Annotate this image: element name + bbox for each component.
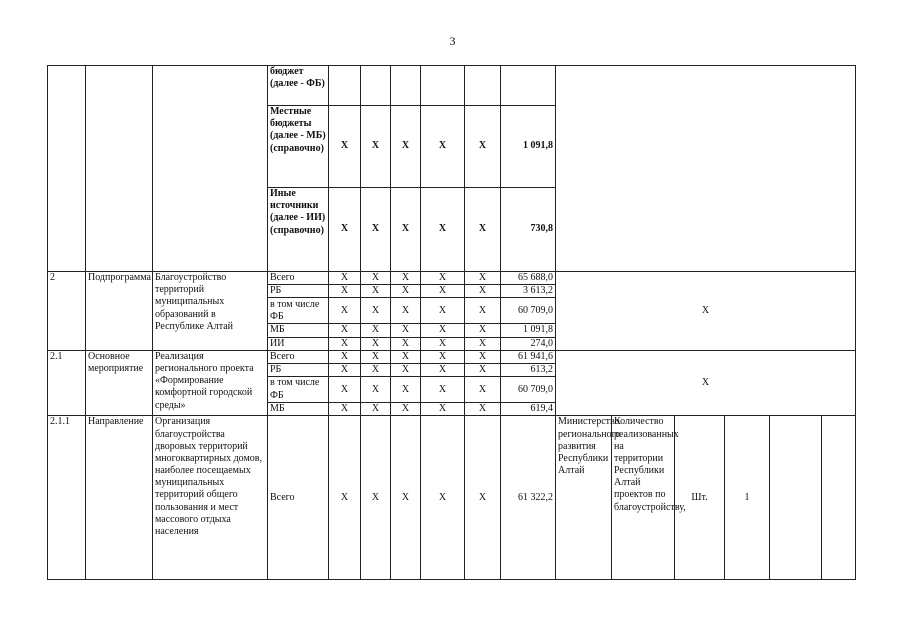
mark-cell: Х	[465, 377, 501, 403]
mark-cell: Х	[421, 272, 465, 285]
mark-cell: Х	[391, 298, 421, 324]
type-cell	[86, 66, 153, 272]
page-number: 3	[449, 34, 456, 48]
mark-cell: Х	[391, 377, 421, 403]
mark-cell: Х	[329, 188, 361, 272]
mark-cell: Х	[421, 188, 465, 272]
mark-cell: Х	[361, 298, 391, 324]
mark-cell: Х	[391, 285, 421, 298]
mark-cell: Х	[421, 298, 465, 324]
mark-cell: Х	[329, 337, 361, 350]
unit-cell: Шт.	[675, 416, 725, 580]
mark-cell: Х	[391, 350, 421, 363]
merged-mark-cell: Х	[556, 350, 856, 416]
source-cell: в том числе ФБ	[268, 298, 329, 324]
name-cell: Реализация регионального проекта «Формирование комфортной городской среды»	[153, 350, 268, 416]
mark-cell: Х	[361, 337, 391, 350]
number-cell: 2	[48, 272, 86, 351]
mark-cell: Х	[421, 377, 465, 403]
mark-cell: Х	[421, 285, 465, 298]
mark-cell	[391, 66, 421, 106]
mark-cell: Х	[329, 377, 361, 403]
source-cell: ИИ	[268, 337, 329, 350]
table-row	[48, 272, 856, 285]
mark-cell: Х	[329, 416, 361, 580]
table-row	[48, 350, 856, 363]
source-cell: МБ	[268, 324, 329, 337]
mark-cell: Х	[329, 298, 361, 324]
indicator-cell: Количество реализованных на территории Республики Алтай проектов по благоустройству,	[612, 416, 675, 580]
mark-cell: Х	[421, 337, 465, 350]
mark-cell: Х	[361, 188, 391, 272]
mark-cell: Х	[329, 285, 361, 298]
number-cell	[48, 66, 86, 272]
source-cell: в том числе ФБ	[268, 377, 329, 403]
mark-cell: Х	[329, 272, 361, 285]
mark-cell	[361, 66, 391, 106]
mark-cell: Х	[465, 416, 501, 580]
amount-cell	[501, 66, 556, 106]
source-cell: МБ	[268, 403, 329, 416]
mark-cell: Х	[361, 106, 391, 188]
mark-cell: Х	[329, 106, 361, 188]
mark-cell: Х	[361, 416, 391, 580]
source-cell: бюджет (далее - ФБ)	[268, 66, 329, 106]
mark-cell: Х	[465, 324, 501, 337]
source-cell: Всего	[268, 416, 329, 580]
mark-cell: Х	[361, 350, 391, 363]
merged-mark-cell: Х	[556, 272, 856, 351]
mark-cell: Х	[391, 337, 421, 350]
amount-cell: 619,4	[501, 403, 556, 416]
mark-cell: Х	[361, 403, 391, 416]
mark-cell: Х	[329, 350, 361, 363]
number-cell: 2.1	[48, 350, 86, 416]
type-cell: Направление	[86, 416, 153, 580]
mark-cell: Х	[421, 363, 465, 376]
amount-cell: 1 091,8	[501, 324, 556, 337]
mark-cell: Х	[391, 272, 421, 285]
mark-cell: Х	[329, 403, 361, 416]
mark-cell: Х	[465, 188, 501, 272]
amount-cell: 274,0	[501, 337, 556, 350]
mark-cell: Х	[421, 403, 465, 416]
executor-cell: Министерство регионального развития Республики Алтай	[556, 416, 612, 580]
mark-cell: Х	[361, 285, 391, 298]
source-cell: Всего	[268, 272, 329, 285]
type-cell: Основное мероприятие	[86, 350, 153, 416]
mark-cell: Х	[465, 298, 501, 324]
source-cell: Местные бюджеты (далее - МБ) (справочно)	[268, 106, 329, 188]
mark-cell: Х	[391, 363, 421, 376]
type-cell: Подпрограмма	[86, 272, 153, 351]
mark-cell: Х	[421, 416, 465, 580]
mark-cell: Х	[465, 363, 501, 376]
source-cell: РБ	[268, 363, 329, 376]
name-cell	[153, 66, 268, 272]
mark-cell: Х	[465, 272, 501, 285]
table-row	[48, 66, 856, 106]
mark-cell: Х	[391, 403, 421, 416]
source-cell: Иные источники (далее - ИИ) (справочно)	[268, 188, 329, 272]
mark-cell: Х	[361, 324, 391, 337]
mark-cell: Х	[465, 403, 501, 416]
mark-cell: Х	[421, 324, 465, 337]
mark-cell: Х	[391, 416, 421, 580]
amount-cell: 1 091,8	[501, 106, 556, 188]
mark-cell: Х	[465, 337, 501, 350]
amount-cell: 60 709,0	[501, 298, 556, 324]
amount-cell: 730,8	[501, 188, 556, 272]
blank-cell	[822, 416, 856, 580]
mark-cell	[465, 66, 501, 106]
mark-cell: Х	[421, 106, 465, 188]
mark-cell	[329, 66, 361, 106]
mark-cell: Х	[465, 106, 501, 188]
mark-cell: Х	[361, 363, 391, 376]
mark-cell: Х	[329, 363, 361, 376]
amount-cell: 60 709,0	[501, 377, 556, 403]
mark-cell: Х	[391, 188, 421, 272]
value-cell: 1	[725, 416, 770, 580]
mark-cell: Х	[421, 350, 465, 363]
blank-cell	[770, 416, 822, 580]
table-row	[48, 416, 856, 580]
mark-cell: Х	[361, 272, 391, 285]
source-cell: РБ	[268, 285, 329, 298]
mark-cell: Х	[391, 106, 421, 188]
mark-cell: Х	[391, 324, 421, 337]
mark-cell: Х	[465, 350, 501, 363]
amount-cell: 65 688,0	[501, 272, 556, 285]
amount-cell: 61 322,2	[501, 416, 556, 580]
amount-cell: 613,2	[501, 363, 556, 376]
mark-cell: Х	[329, 324, 361, 337]
amount-cell: 61 941,6	[501, 350, 556, 363]
name-cell: Организация благоустройства дворовых территорий многоквартирных домов, наиболее посещаемых муниципальных территорий общего пользования и мест массового отдыха населения	[153, 416, 268, 580]
amount-cell: 3 613,2	[501, 285, 556, 298]
mark-cell: Х	[465, 285, 501, 298]
program-table	[47, 65, 856, 580]
name-cell: Благоустройство территорий муниципальных образований в Республике Алтай	[153, 272, 268, 351]
mark-cell: Х	[361, 377, 391, 403]
number-cell: 2.1.1	[48, 416, 86, 580]
mark-cell	[421, 66, 465, 106]
source-cell: Всего	[268, 350, 329, 363]
merged-blank-cell	[556, 66, 856, 272]
